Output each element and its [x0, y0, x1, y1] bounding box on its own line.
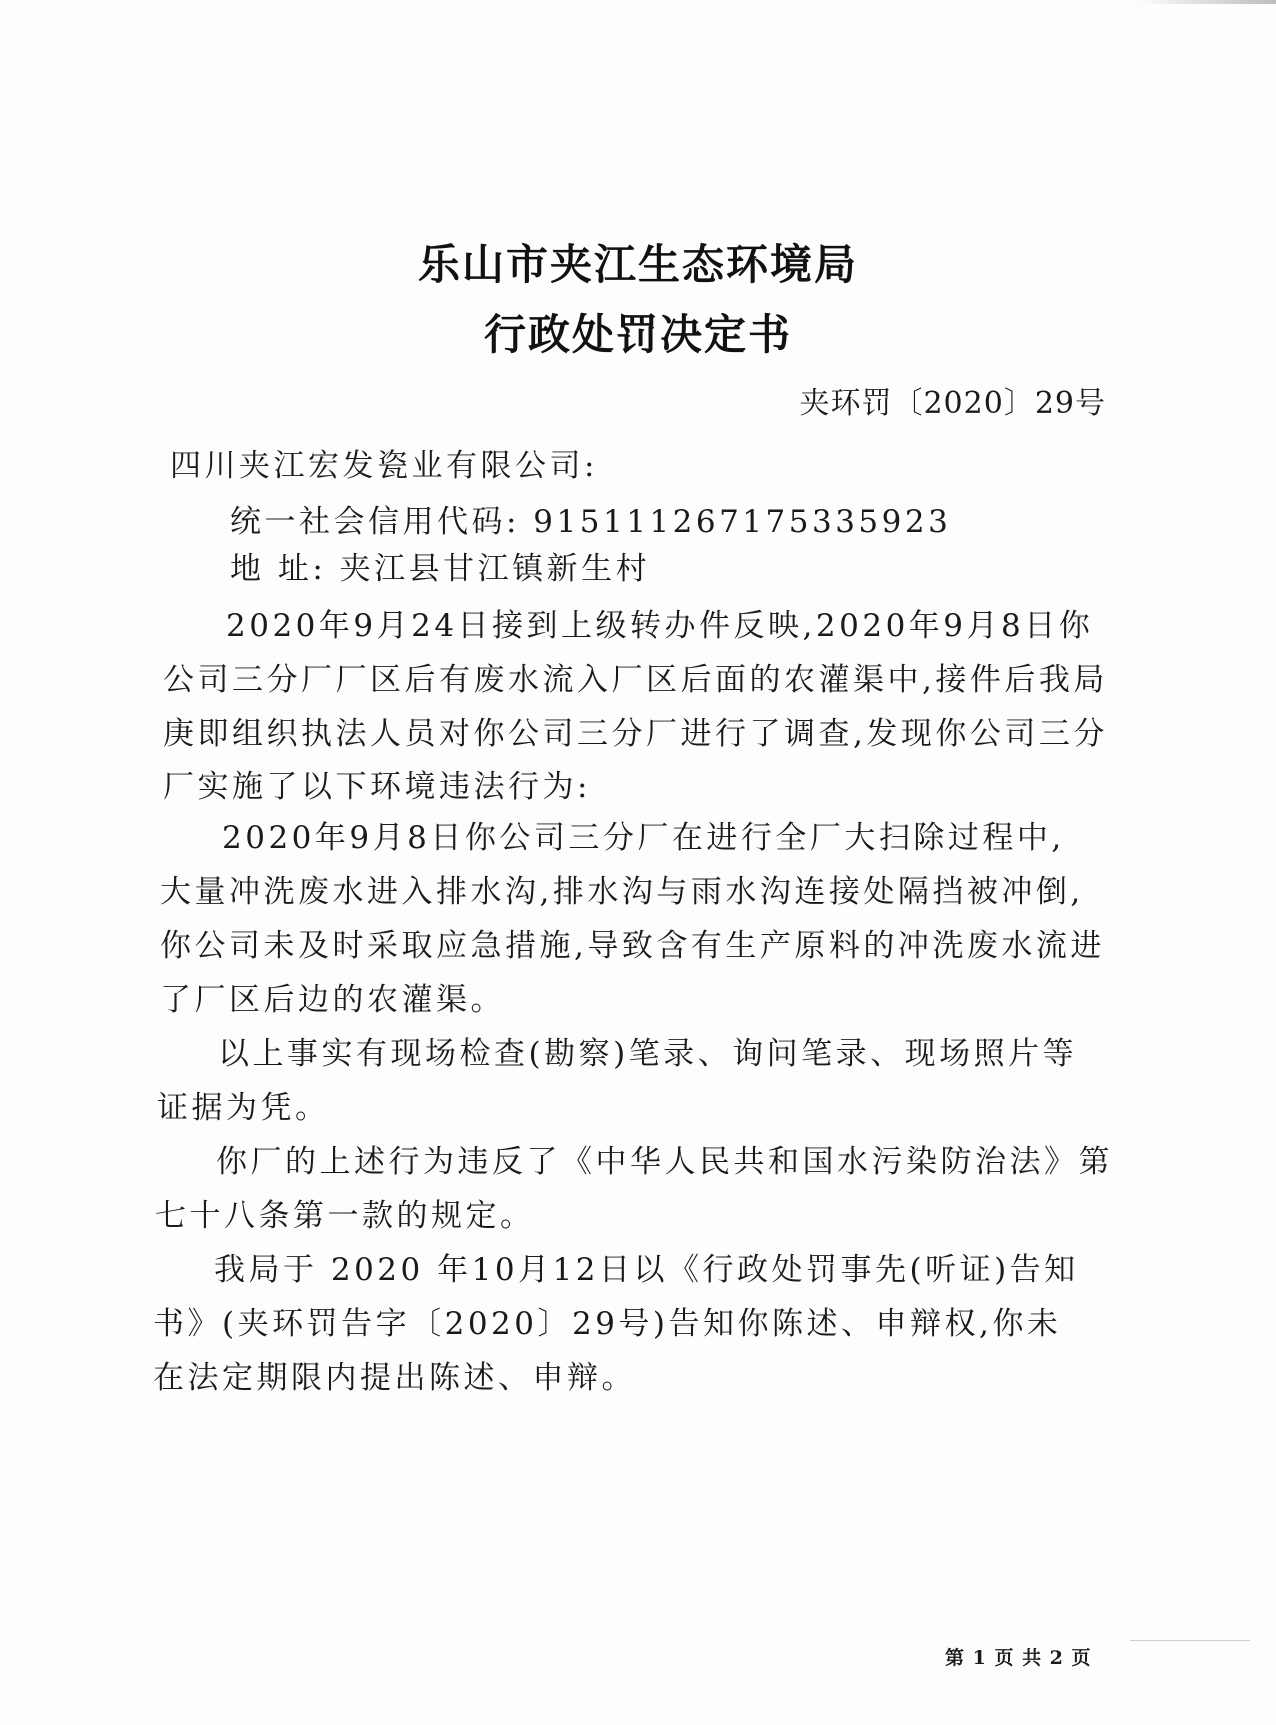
body-line: 我局于 2020 年10月12日以《行政处罚事先(听证)告知	[214, 1252, 1079, 1288]
scan-edge-shadow	[1136, 0, 1276, 4]
recipient-address: 地 址: 夹江县甘江镇新生村	[230, 551, 651, 587]
body-line: 了厂区后边的农灌渠。	[160, 982, 505, 1018]
document-title-authority: 乐山市夹江生态环境局	[417, 240, 858, 289]
page-indicator: 第 1 页 共 2 页	[945, 1647, 1092, 1669]
body-line: 厂实施了以下环境违法行为:	[163, 769, 591, 805]
document-number: 夹环罚〔2020〕29号	[799, 386, 1106, 421]
body-line: 在法定期限内提出陈述、申辩。	[153, 1360, 636, 1396]
body-line: 公司三分厂厂区后有废水流入厂区后面的农灌渠中,接件后我局	[163, 662, 1108, 698]
body-line: 七十八条第一款的规定。	[155, 1198, 535, 1234]
scan-artifact-line	[1130, 1640, 1250, 1641]
body-line: 证据为凭。	[157, 1090, 330, 1126]
body-line: 大量冲洗废水进入排水沟,排水沟与雨水沟连接处隔挡被冲倒,	[160, 874, 1084, 910]
document-title-type: 行政处罚决定书	[483, 310, 792, 359]
body-line: 以上事实有现场检查(勘察)笔录、询问笔录、现场照片等	[218, 1036, 1078, 1072]
recipient-name: 四川夹江宏发瓷业有限公司:	[170, 448, 598, 484]
body-line: 2020年9月8日你公司三分厂在进行全厂大扫除过程中,	[222, 820, 1065, 856]
body-line: 庚即组织执法人员对你公司三分厂进行了调查,发现你公司三分	[163, 716, 1108, 752]
body-line: 2020年9月24日接到上级转办件反映,2020年9月8日你	[226, 608, 1094, 644]
recipient-credit-code: 统一社会信用代码: 915111267175335923	[230, 504, 952, 540]
body-line: 你公司未及时采取应急措施,导致含有生产原料的冲洗废水流进	[160, 928, 1105, 964]
body-line: 你厂的上述行为违反了《中华人民共和国水污染防治法》第	[216, 1144, 1113, 1180]
body-line: 书》(夹环罚告字〔2020〕29号)告知你陈述、申辩权,你未	[153, 1306, 1062, 1342]
